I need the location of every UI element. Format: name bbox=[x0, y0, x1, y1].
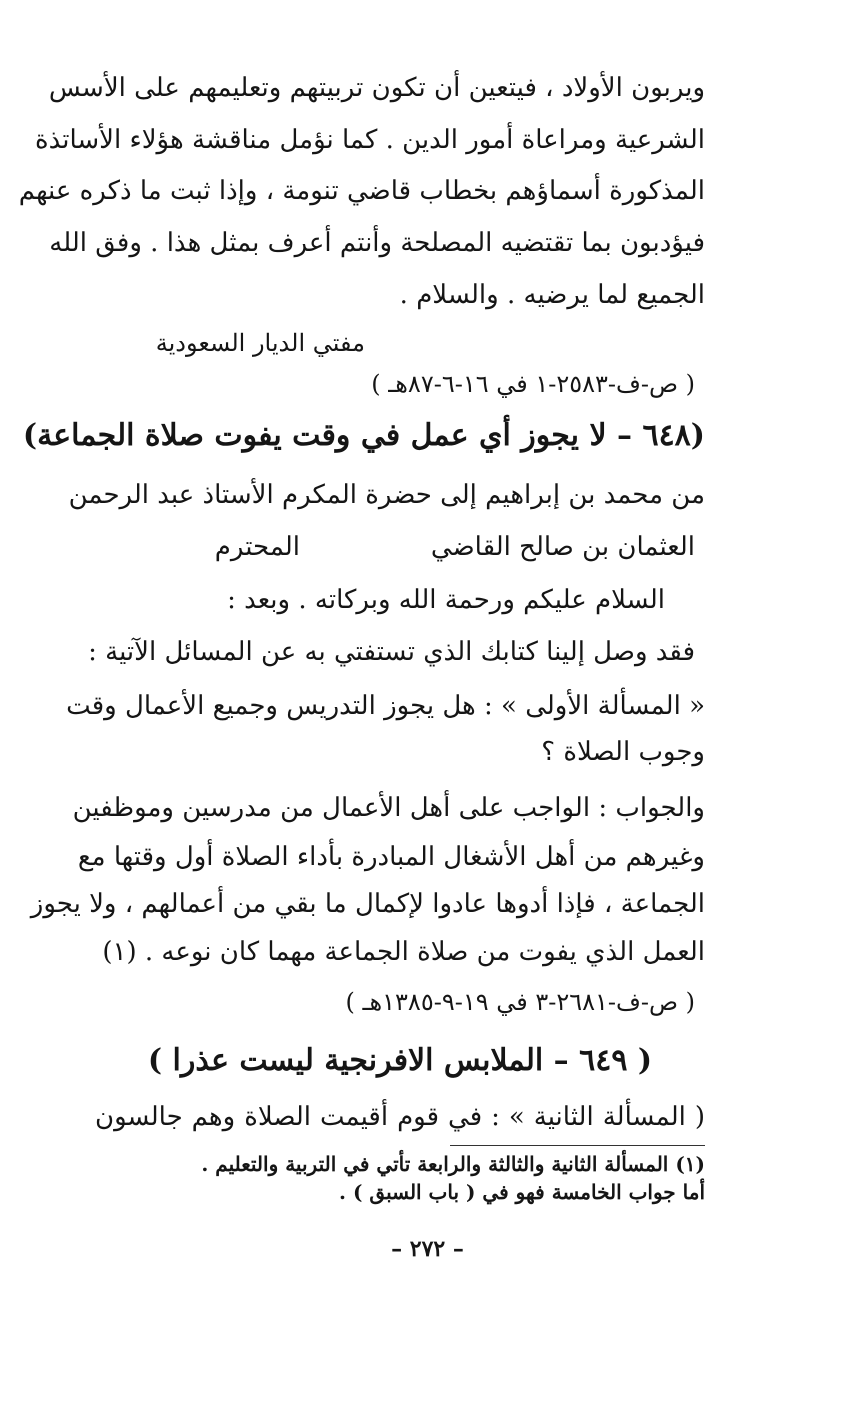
heading-648: (٦٤٨ – لا يجوز أي عمل في وقت يفوت صلاة الجماعة) bbox=[22, 418, 705, 453]
intro-line-2: الشرعية ومراعاة أمور الدين . كما نؤمل مناقشة هؤلاء الأساتذة bbox=[34, 125, 705, 155]
reference-intro: ( ص-ف-٢٥٨٣-١ في ١٦-٦-٨٧هـ ) bbox=[371, 370, 695, 398]
answer-line-2: وغيرهم من أهل الأشغال المبادرة بأداء الصلاة أول وقتها مع bbox=[77, 842, 705, 872]
intro-line-1: ويربون الأولاد ، فيتعين أن تكون تربيتهم وتعليمهم على الأسس bbox=[48, 73, 705, 103]
intro-line-5: الجميع لما يرضيه . والسلام . bbox=[399, 280, 705, 310]
page-number: – ٢٧٢ – bbox=[391, 1236, 464, 1262]
letter-from: من محمد بن إبراهيم إلى حضرة المكرم الأستاذ عبد الرحمن bbox=[68, 480, 705, 510]
answer-line-4: العمل الذي يفوت من صلاة الجماعة مهما كان نوعه . (١) bbox=[102, 937, 705, 967]
intro-line-3: المذكورة أسماؤهم بخطاب قاضي تنومة ، وإذا ثبت ما ذكره عنهم bbox=[18, 176, 705, 206]
intro-line-4: فيؤدبون بما تقتضيه المصلحة وأنتم أعرف بمثل هذا . وفق الله bbox=[49, 228, 705, 258]
recipient-name: العثمان بن صالح القاضي bbox=[430, 532, 695, 562]
answer-line-3: الجماعة ، فإذا أدوها عادوا لإكمال ما بقي من أعمالهم ، ولا يجوز bbox=[30, 889, 705, 919]
footnote-line-2: أما جواب الخامسة فهو في ( باب السبق ) . bbox=[339, 1180, 705, 1204]
answer-line-1: والجواب : الواجب على أهل الأعمال من مدرسين وموظفين bbox=[72, 793, 705, 823]
greeting: السلام عليكم ورحمة الله وبركاته . وبعد : bbox=[227, 585, 665, 615]
question-line-1: « المسألة الأولى » : هل يجوز التدريس وجميع الأعمال وقت bbox=[66, 691, 705, 721]
section-649-first-line: ( المسألة الثانية » : في قوم أقيمت الصلاة وهم جالسون bbox=[95, 1102, 705, 1132]
heading-649: ( ٦٤٩ – الملابس الافرنجية ليست عذرا ) bbox=[147, 1043, 653, 1078]
signature: مفتي الديار السعودية bbox=[155, 329, 365, 357]
footnote-divider bbox=[450, 1145, 705, 1146]
footnote-line-1: (١) المسألة الثانية والثالثة والرابعة تأتي في التربية والتعليم . bbox=[201, 1152, 705, 1176]
body-intro: فقد وصل إلينا كتابك الذي تستفتي به عن المسائل الآتية : bbox=[88, 637, 695, 667]
recipient-title: المحترم bbox=[214, 532, 300, 562]
reference-648: ( ص-ف-٢٦٨١-٣ في ١٩-٩-١٣٨٥هـ ) bbox=[345, 988, 695, 1016]
question-line-2: وجوب الصلاة ؟ bbox=[541, 737, 705, 767]
